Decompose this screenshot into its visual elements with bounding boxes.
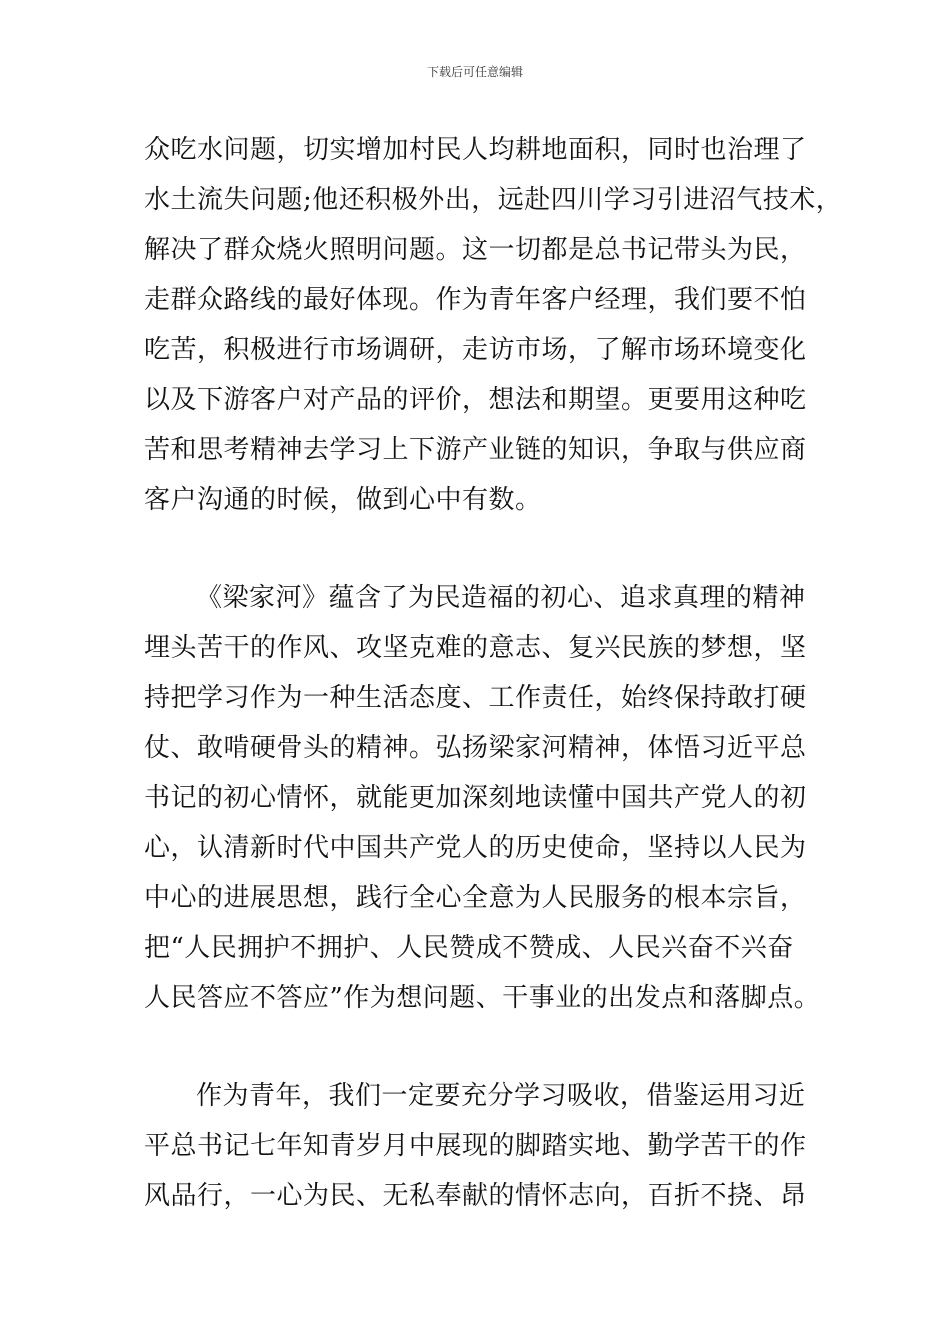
paragraph-line: 客户沟通的时候，做到心中有数。 [144, 485, 542, 515]
paragraph-line: 书记的初心情怀，就能更加深刻地读懂中国共产党人的初 [144, 783, 807, 813]
paragraph-line: 埋头苦干的作风、攻坚克难的意志、复兴民族的梦想，坚 [144, 633, 807, 663]
paragraph-line: 苦和思考精神去学习上下游产业链的知识，争取与供应商 [144, 435, 807, 465]
paragraph-line: 人民答应不答应”作为想问题、干事业的出发点和落脚点。 [144, 983, 821, 1013]
paragraph-line: 作为青年，我们一定要充分学习吸收，借鉴运用习近 [196, 1081, 806, 1111]
page-header: 下载后可任意编辑 [426, 65, 523, 79]
paragraph-line: 走群众路线的最好体现。作为青年客户经理，我们要不怕 [144, 285, 807, 315]
paragraph-line: 平总书记七年知青岁月中展现的脚踏实地、勤学苦干的作 [144, 1131, 807, 1161]
paragraph-line: 水土流失问题;他还积极外出，远赴四川学习引进沼气技术， [144, 185, 843, 215]
paragraph-line: 仗、敢啃硬骨头的精神。弘扬梁家河精神，体悟习近平总 [144, 733, 807, 763]
paragraph-line: 持把学习作为一种生活态度、工作责任，始终保持敢打硬 [144, 683, 807, 713]
paragraph-line: 心，认清新时代中国共产党人的历史使命，坚持以人民为 [144, 833, 807, 863]
paragraph-line: 《梁家河》蕴含了为民造福的初心、追求真理的精神 [196, 583, 806, 613]
paragraph-line: 中心的进展思想，践行全心全意为人民服务的根本宗旨， [144, 883, 807, 913]
paragraph-line: 众吃水问题，切实增加村民人均耕地面积，同时也治理了 [144, 135, 807, 165]
paragraph-line: 风品行，一心为民、无私奉献的情怀志向，百折不挠、昂 [144, 1181, 807, 1211]
paragraph-line: 把“人民拥护不拥护、人民赞成不赞成、人民兴奋不兴奋 [144, 933, 794, 963]
paragraph-line: 吃苦，积极进行市场调研，走访市场，了解市场环境变化 [144, 335, 807, 365]
paragraph-line: 以及下游客户对产品的评价，想法和期望。更要用这种吃 [144, 385, 807, 415]
paragraph-line: 解决了群众烧火照明问题。这一切都是总书记带头为民， [144, 235, 807, 265]
